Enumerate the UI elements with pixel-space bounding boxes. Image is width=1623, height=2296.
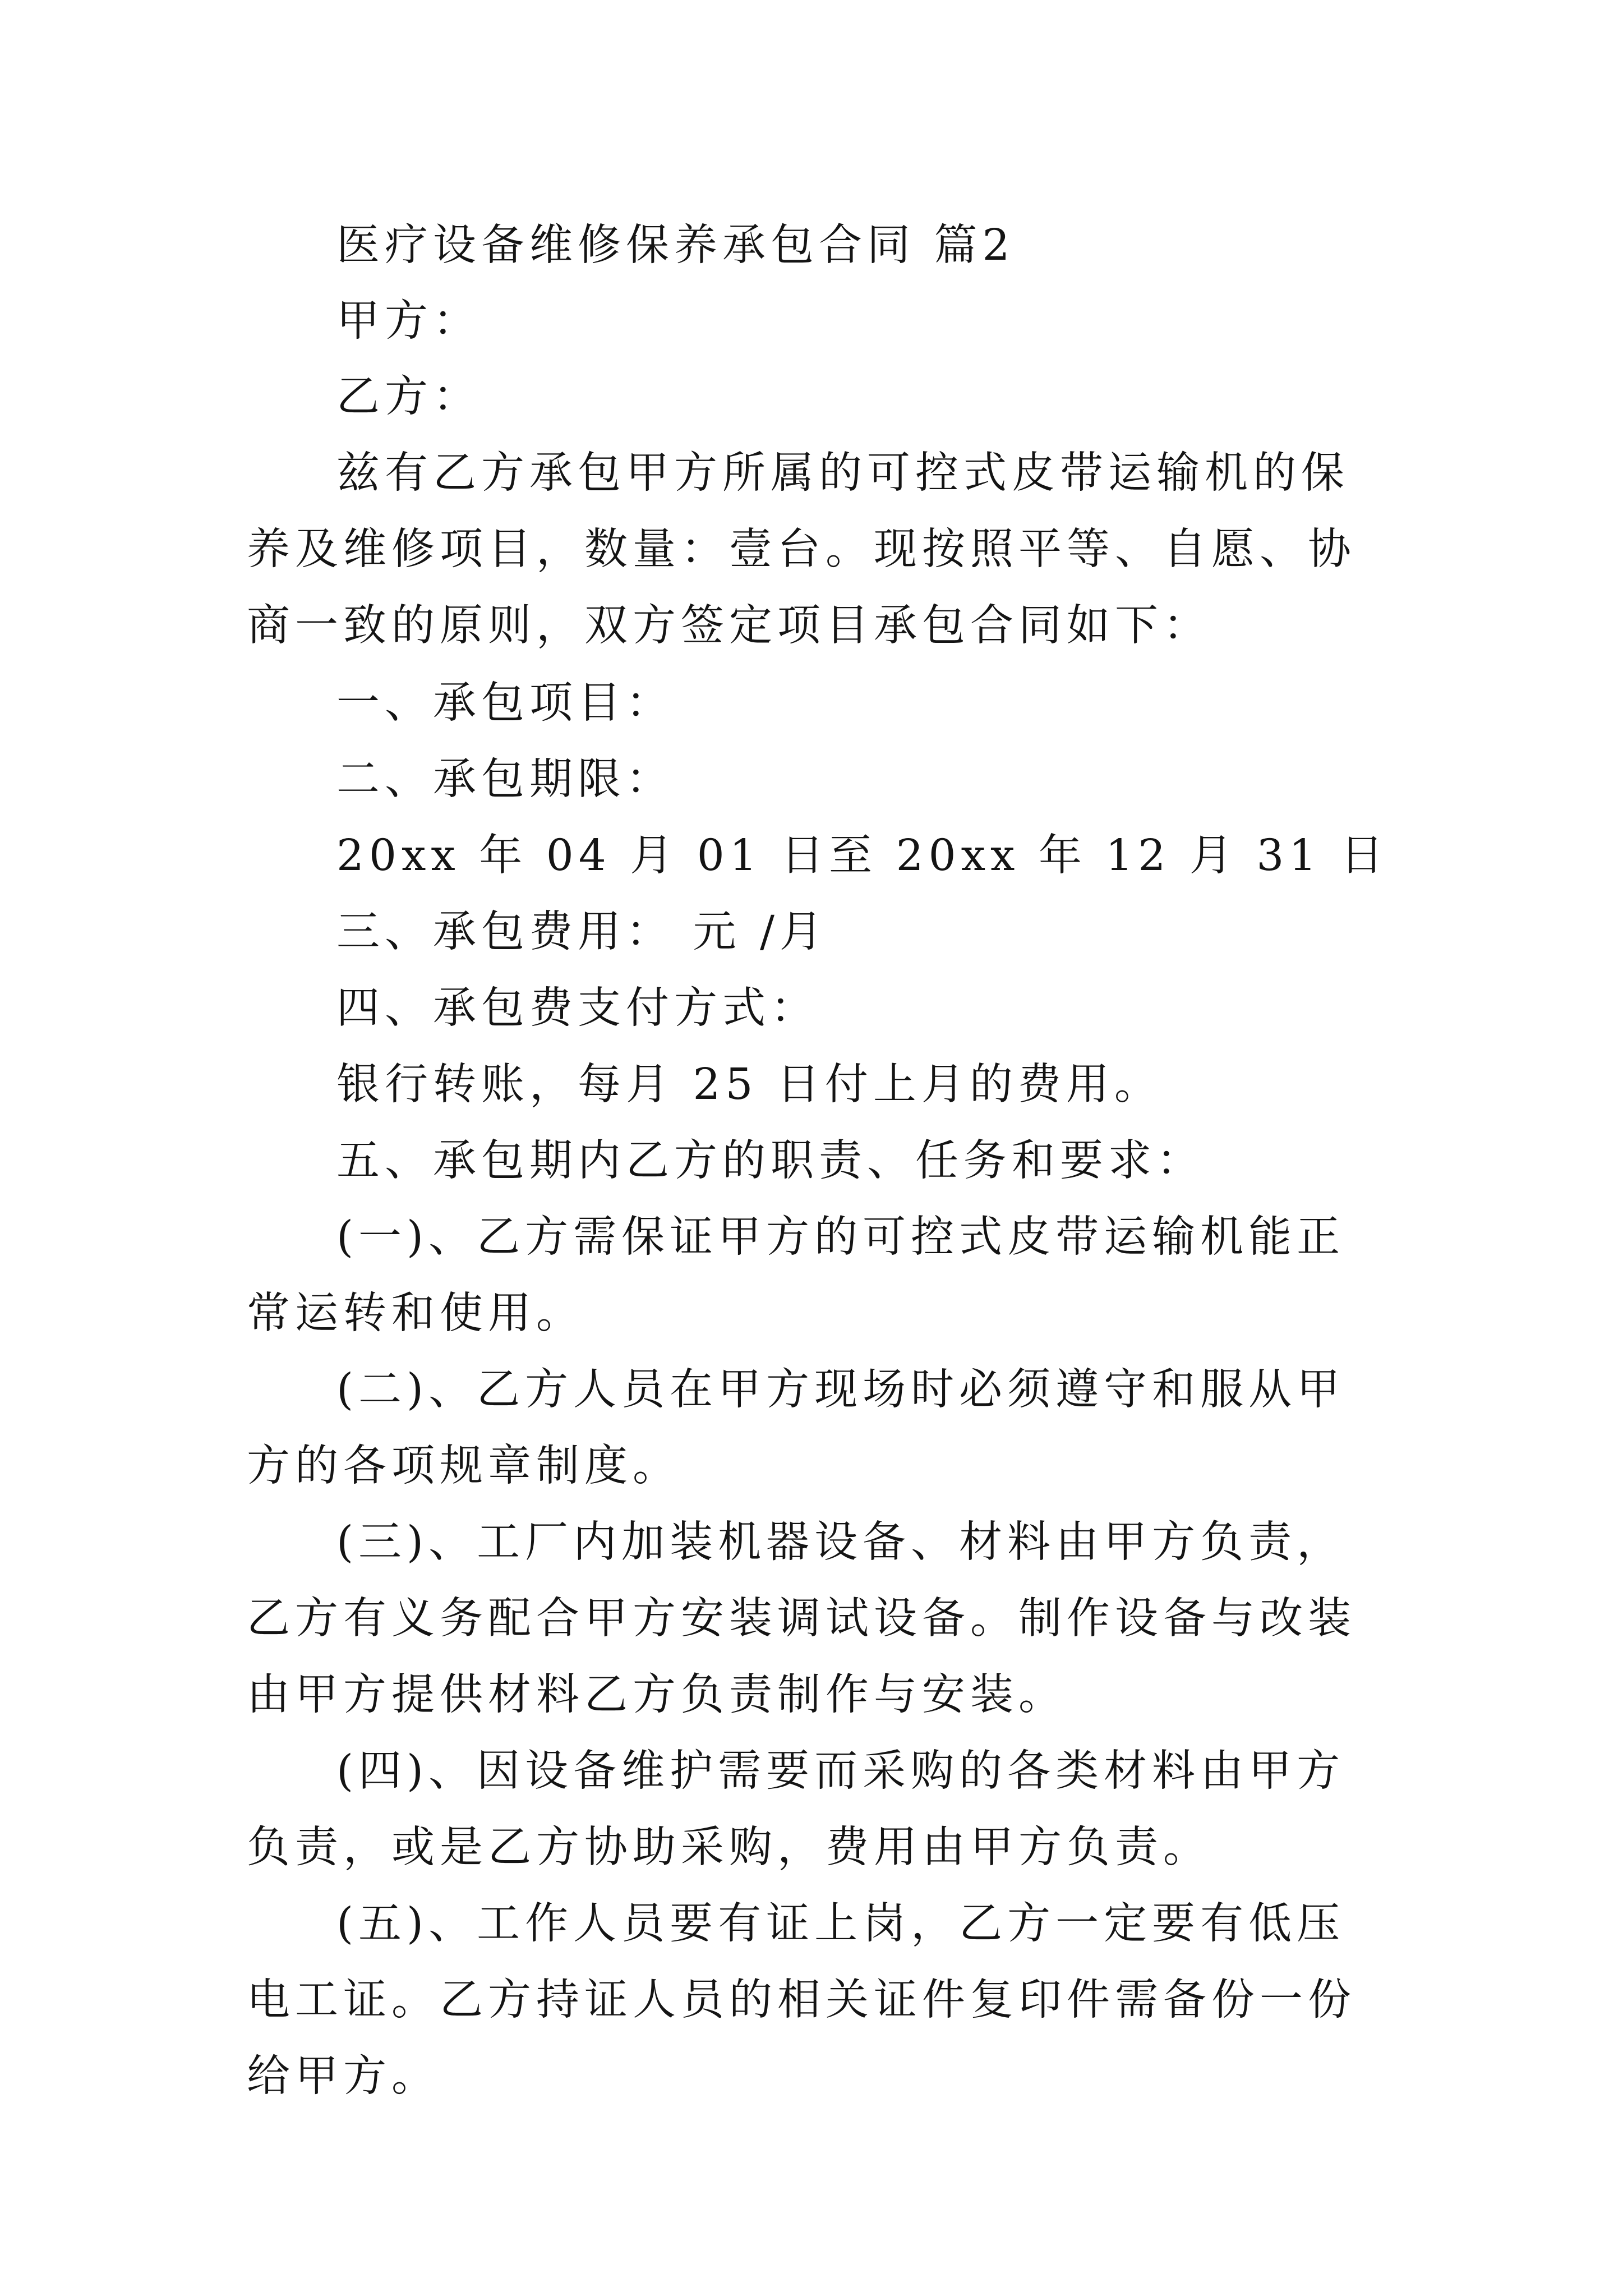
clause-item-2: (二)、乙方人员在甲方现场时必须遵守和服从甲方的各项规章制度。: [247, 1365, 1345, 1491]
party-b-line: 乙方：: [336, 372, 481, 422]
clause-item-4: (四)、因设备维护需要而采购的各类材料由甲方负责，或是乙方协助采购，费用由甲方负责。: [247, 1746, 1345, 1872]
clause-item-3: (三)、工厂内加装机器设备、材料由甲方负责，乙方有义务配合甲方安装调试设备。制作设备与改装由甲方提供材料乙方负责制作与安装。: [247, 1517, 1356, 1720]
intro-paragraph: 兹有乙方承包甲方所属的可控式皮带运输机的保养及维修项目，数量：壹台。现按照平等、自愿、协商一致的原则，双方签定项目承包合同如下：: [247, 448, 1356, 651]
section-1-heading: 一、承包项目：: [336, 678, 674, 728]
section-5-heading: 五、承包期内乙方的职责、任务和要求：: [336, 1136, 1205, 1186]
document-title: 医疗设备维修保养承包合同 篇2: [336, 220, 1015, 270]
contract-period: 20xx 年 04 月 01 日至 20xx 年 12 月 31 日: [336, 831, 1389, 881]
section-2-heading: 二、承包期限：: [336, 754, 674, 804]
clause-item-5: (五)、工作人员要有证上岗，乙方一定要有低压电工证。乙方持证人员的相关证件复印件需备份一份给甲方。: [247, 1899, 1356, 2101]
party-a-line: 甲方：: [336, 296, 481, 346]
section-4-heading: 四、承包费支付方式：: [336, 983, 819, 1033]
section-3-heading: 三、承包费用： 元 /月: [336, 907, 828, 957]
clause-item-1: (一)、乙方需保证甲方的可控式皮带运输机能正常运转和使用。: [247, 1212, 1345, 1338]
payment-method: 银行转账，每月 25 日付上月的费用。: [336, 1060, 1163, 1110]
